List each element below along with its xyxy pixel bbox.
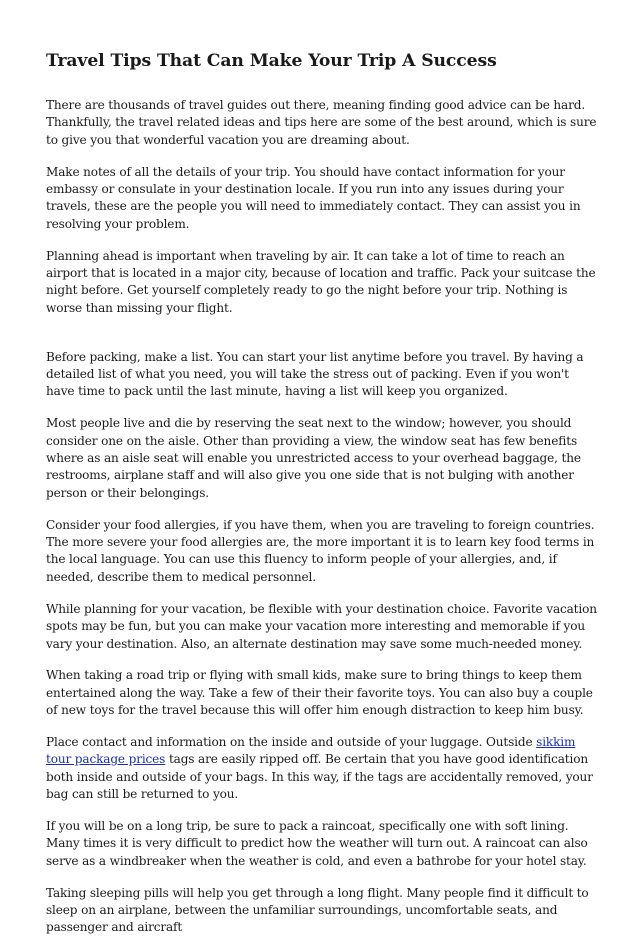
paragraph-luggage bbox=[46, 734, 598, 804]
document-page bbox=[46, 50, 598, 951]
paragraph-intro: There are thousands of travel guides out there, meaning finding good advice can be hard. Thankfully, the travel related ideas and tips here are some of the best around, which is sure to give you that wonderful vacation you are dreaming about. bbox=[46, 98, 597, 147]
paragraph-packing-list: Before packing, make a list. You can start your list anytime before you travel. By having a detailed list of what you need, you will take the stress out of packing. Even if you won't have time to pack until the last minute, having a list will keep you organized. bbox=[46, 349, 584, 399]
paragraph-raincoat: If you will be on a long trip, be sure to pack a raincoat, specifically one with soft lining. Many times it is very difficult to predict how the weather will turn out. A raincoat can also serve as a windbreaker when the weather is cold, and even a bathrobe for your hotel stay. bbox=[46, 818, 588, 868]
paragraph-notes: Make notes of all the details of your trip. You should have contact information for your embassy or consulate in your destination locale. If you run into any issues during your travels, these are the people you will need to immediately contact. They can assist you in resolving your problem. bbox=[46, 164, 581, 231]
document-title: Travel Tips That Can Make Your Trip A Success bbox=[46, 51, 497, 71]
paragraph-sleeping-pills: Taking sleeping pills will help you get through a long flight. Many people find it difficult to sleep on an airplane, between the unfamiliar surroundings, uncomfortable seats, and passenger and aircraft bbox=[46, 885, 589, 935]
paragraph-gap bbox=[46, 332, 598, 349]
paragraph-aisle-seat: Most people live and die by reserving the seat next to the window; however, you should consider one on the aisle. Other than providing a view, the window seat has few benefits where as an aisle seat will enable you unrestricted access to your overhead baggage, the restrooms, airplane staff and will also give you one side that is not bulging with another person or their belongings. bbox=[46, 416, 581, 500]
paragraph-kids-road-trip: When taking a road trip or flying with small kids, make sure to bring things to keep them entertained along the way. Take a few of their their favorite toys. You can also buy a couple of new toys for the travel because this will offer him enough distraction to keep him busy. bbox=[46, 668, 593, 718]
paragraph-flexible-destination: While planning for your vacation, be flexible with your destination choice. Favorite vacation spots may be fun, but you can make your vacation more interesting and memorable if you vary your destination. Also, an alternate destination may save some much-needed money. bbox=[46, 601, 597, 651]
paragraph-air-travel: Planning ahead is important when traveling by air. It can take a lot of time to reach an airport that is located in a major city, because of location and traffic. Pack your suitcase the night before. Get yourself completely ready to go the night before your trip. Nothing is worse than missing your flight. bbox=[46, 248, 596, 315]
sikkim-tour-link[interactable]: sikkim tour package prices bbox=[46, 734, 576, 767]
luggage-text-before: Place contact and information on the inside and outside of your luggage. Outside bbox=[46, 734, 537, 749]
luggage-text-after: tags are easily ripped off. Be certain that you have good identification both inside and outside of your bags. In this way, if the tags are accidentally removed, your bag can still be returned to you. bbox=[46, 752, 593, 802]
paragraph-food-allergies: Consider your food allergies, if you have them, when you are traveling to foreign countries. The more severe your food allergies are, the more important it is to learn key food terms in the local language. You can use this fluency to inform people of your allergies, and, if needed, describe them to medical personnel. bbox=[46, 517, 595, 584]
